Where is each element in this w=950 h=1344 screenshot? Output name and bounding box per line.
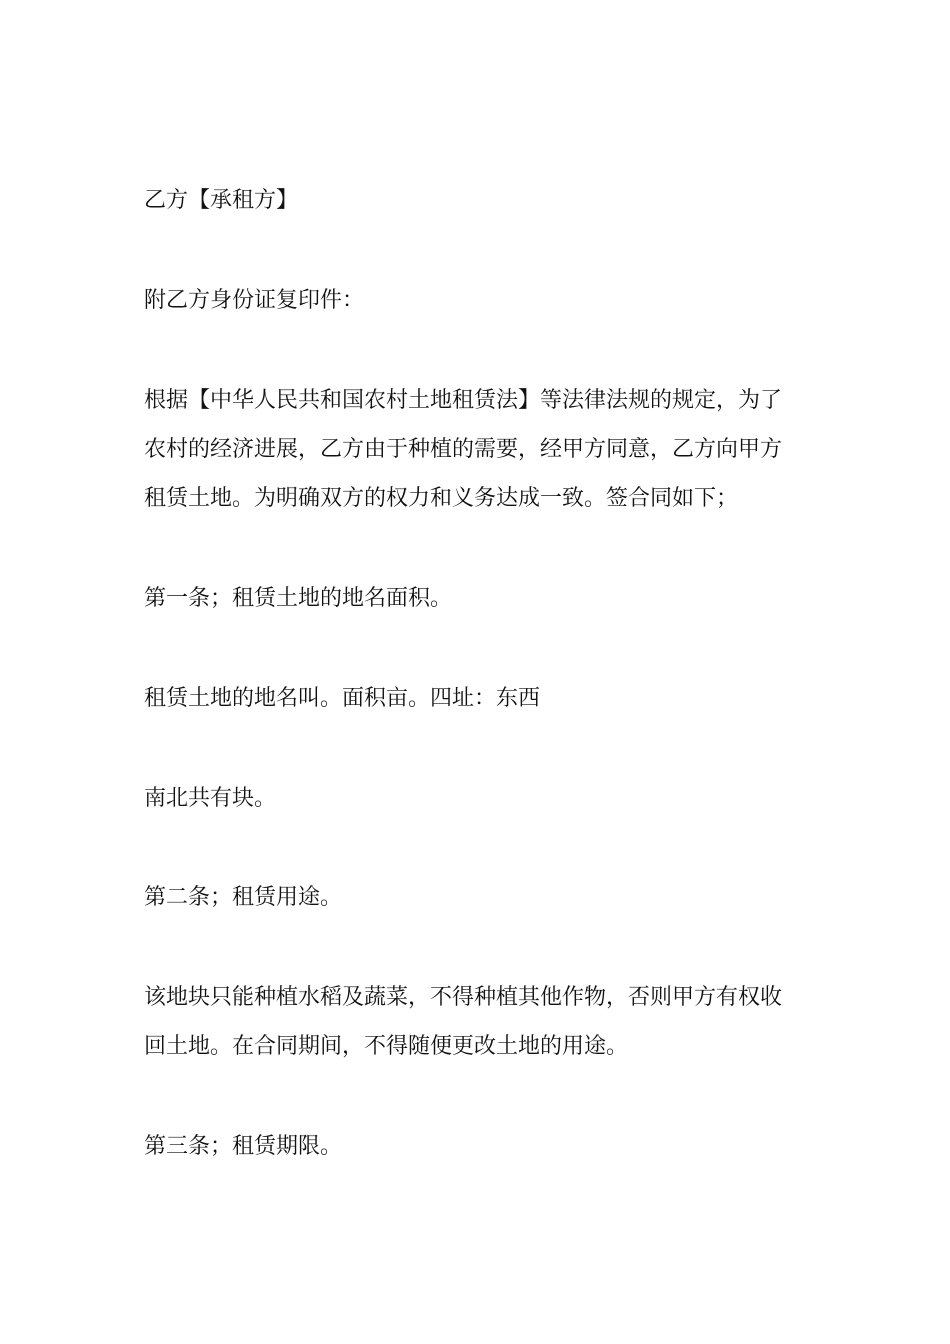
text-line: 第一条；租赁土地的地名面积。 [144,586,453,611]
article-1-heading [144,574,816,623]
article-1-body-continued [144,774,816,823]
article-2-body [144,973,816,1071]
text-line: 第三条；租赁期限。 [144,1134,343,1159]
text-line: 南北共有块。 [144,786,277,811]
text-line: 乙方【承租方】 [144,188,299,213]
text-line: 该地块只能种植水稻及蔬菜，不得种植其他作物，否则甲方有权收 [144,985,783,1010]
id-copy-note [144,276,816,325]
text-line: 第二条；租赁用途。 [144,885,343,910]
article-2-heading [144,873,816,922]
preamble-paragraph [144,376,816,523]
article-3-heading [144,1122,816,1171]
text-line: 租赁土地。为明确双方的权力和义务达成一致。签合同如下； [144,486,739,511]
text-line: 回土地。在合同期间，不得随便更改土地的用途。 [144,1034,629,1059]
text-line: 根据【中华人民共和国农村土地租赁法】等法律法规的规定，为了 [144,388,783,413]
article-1-body [144,674,816,723]
text-line: 农村的经济进展，乙方由于种植的需要，经甲方同意，乙方向甲方 [144,437,783,462]
party-b-heading [144,176,816,225]
text-line: 租赁土地的地名叫。面积亩。四址：东西 [144,686,541,711]
text-line: 附乙方身份证复印件： [144,288,365,313]
